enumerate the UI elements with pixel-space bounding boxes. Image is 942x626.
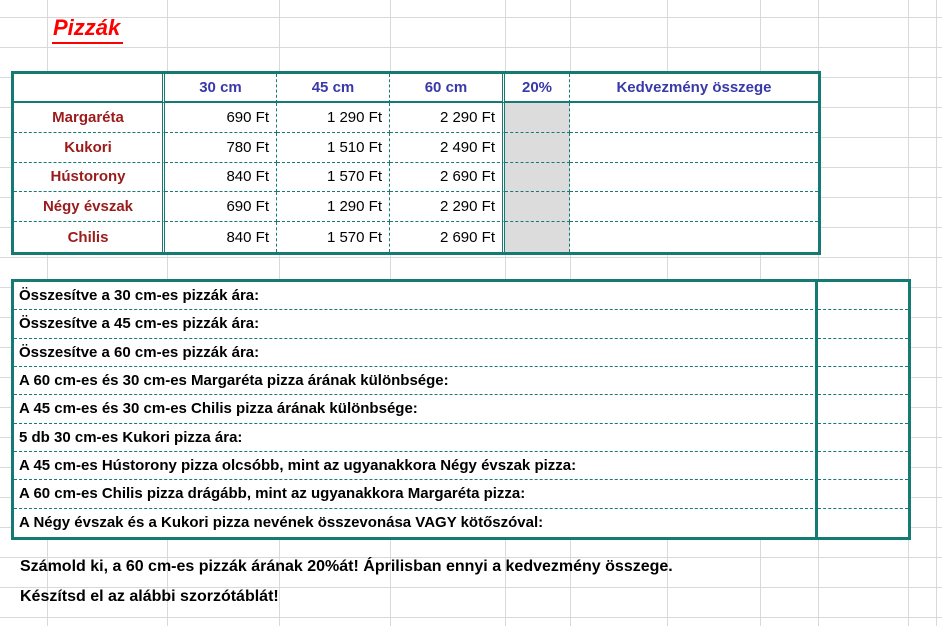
discount-percent-cell[interactable] bbox=[505, 222, 570, 252]
page-title: Pizzák bbox=[52, 15, 123, 44]
price-cell-45: 1 510 Ft bbox=[277, 133, 390, 163]
answer-cell[interactable] bbox=[818, 480, 908, 508]
pizza-name-cell: Kukori bbox=[14, 133, 165, 163]
question-label: A Négy évszak és a Kukori pizza nevének összevonása VAGY kötőszóval: bbox=[14, 509, 818, 537]
pizza-name-cell: Hústorony bbox=[14, 163, 165, 193]
answer-cell[interactable] bbox=[818, 367, 908, 395]
answer-cell[interactable] bbox=[818, 310, 908, 338]
answer-cell[interactable] bbox=[818, 424, 908, 452]
price-table-header-20pct: 20% bbox=[505, 74, 570, 103]
price-cell-45: 1 570 Ft bbox=[277, 222, 390, 252]
discount-percent-cell[interactable] bbox=[505, 103, 570, 133]
question-label: A 60 cm-es Chilis pizza drágább, mint az ugyanakkora Margaréta pizza: bbox=[14, 480, 818, 508]
price-cell-60: 2 690 Ft bbox=[390, 222, 505, 252]
price-table-header-45cm: 45 cm bbox=[277, 74, 390, 103]
pizza-name-cell: Chilis bbox=[14, 222, 165, 252]
price-cell-30: 690 Ft bbox=[165, 192, 277, 222]
price-table-header-30cm: 30 cm bbox=[165, 74, 277, 103]
price-cell-45: 1 290 Ft bbox=[277, 103, 390, 133]
discount-percent-cell[interactable] bbox=[505, 133, 570, 163]
price-cell-60: 2 290 Ft bbox=[390, 103, 505, 133]
discount-percent-cell[interactable] bbox=[505, 192, 570, 222]
discount-amount-cell[interactable] bbox=[570, 133, 818, 163]
answer-cell[interactable] bbox=[818, 395, 908, 423]
instruction-multiplication-table: Készítsd el az alábbi szorzótáblát! bbox=[20, 588, 279, 605]
price-table bbox=[14, 74, 818, 252]
question-label: A 60 cm-es és 30 cm-es Margaréta pizza árának különbsége: bbox=[14, 367, 818, 395]
price-cell-45: 1 570 Ft bbox=[277, 163, 390, 193]
price-cell-30: 840 Ft bbox=[165, 163, 277, 193]
answer-cell[interactable] bbox=[818, 452, 908, 480]
answer-cell[interactable] bbox=[818, 509, 908, 537]
price-cell-30: 690 Ft bbox=[165, 103, 277, 133]
price-table-header-empty bbox=[14, 74, 165, 103]
price-cell-60: 2 490 Ft bbox=[390, 133, 505, 163]
question-label: A 45 cm-es Hústorony pizza olcsóbb, mint az ugyanakkora Négy évszak pizza: bbox=[14, 452, 818, 480]
price-cell-60: 2 690 Ft bbox=[390, 163, 505, 193]
price-cell-30: 840 Ft bbox=[165, 222, 277, 252]
question-label: 5 db 30 cm-es Kukori pizza ára: bbox=[14, 424, 818, 452]
discount-amount-cell[interactable] bbox=[570, 222, 818, 252]
question-label: Összesítve a 30 cm-es pizzák ára: bbox=[14, 282, 818, 310]
question-label: Összesítve a 60 cm-es pizzák ára: bbox=[14, 339, 818, 367]
discount-amount-cell[interactable] bbox=[570, 163, 818, 193]
question-label: A 45 cm-es és 30 cm-es Chilis pizza árának különbsége: bbox=[14, 395, 818, 423]
price-cell-45: 1 290 Ft bbox=[277, 192, 390, 222]
price-table-header-discount: Kedvezmény összege bbox=[570, 74, 818, 103]
price-cell-30: 780 Ft bbox=[165, 133, 277, 163]
answer-cell[interactable] bbox=[818, 339, 908, 367]
price-cell-60: 2 290 Ft bbox=[390, 192, 505, 222]
discount-percent-cell[interactable] bbox=[505, 163, 570, 193]
questions-box bbox=[14, 282, 908, 537]
pizza-name-cell: Margaréta bbox=[14, 103, 165, 133]
pizza-name-cell: Négy évszak bbox=[14, 192, 165, 222]
discount-amount-cell[interactable] bbox=[570, 103, 818, 133]
question-label: Összesítve a 45 cm-es pizzák ára: bbox=[14, 310, 818, 338]
price-table-header-60cm: 60 cm bbox=[390, 74, 505, 103]
discount-amount-cell[interactable] bbox=[570, 192, 818, 222]
answer-cell[interactable] bbox=[818, 282, 908, 310]
instruction-discount: Számold ki, a 60 cm-es pizzák árának 20%át! Áprilisban ennyi a kedvezmény összege. bbox=[20, 558, 673, 575]
